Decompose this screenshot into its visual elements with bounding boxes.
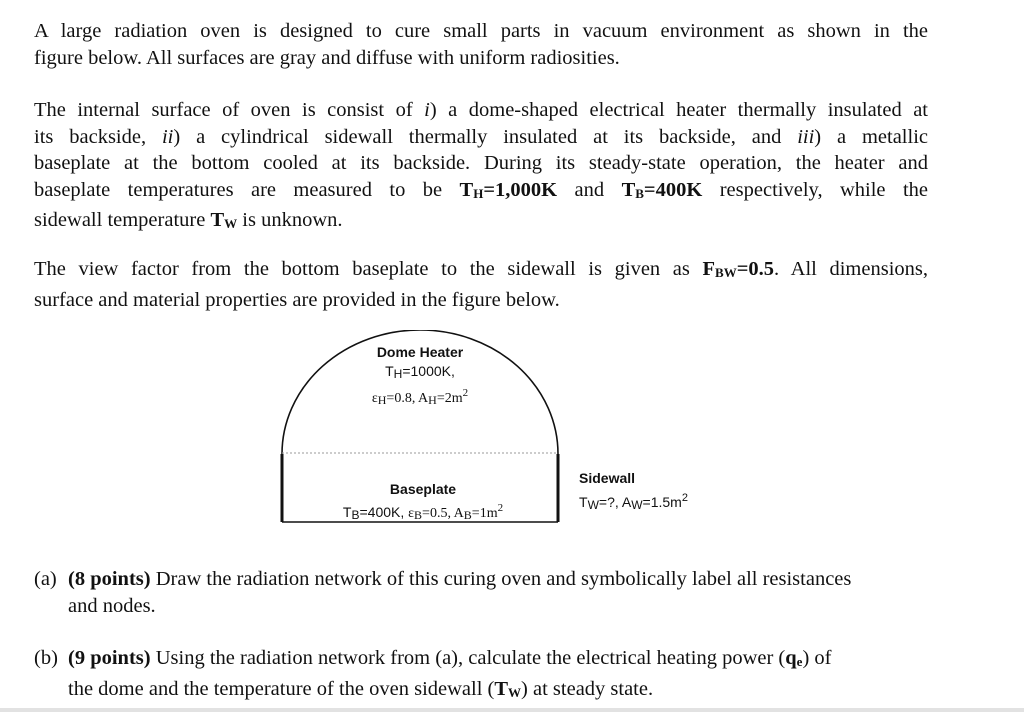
dome-heater-properties: $\varepsilon_H=0.8$, $A_H=2m^2$ (371, 387, 469, 407)
view-factor-line-2: surface and material properties are provided in the figure below. (34, 288, 560, 311)
question-b-number: (b) (34, 647, 58, 669)
sidewall-label (579, 468, 688, 515)
question-a-points: (8 points) (68, 568, 151, 590)
dome-heater-title: Dome Heater (376, 344, 464, 360)
view-factor-value: $F_{BW}=0.5$ (702, 258, 775, 280)
description-line-2: its backside, ii) a cylindrical sidewall thermally insulated at its backside, and iii) a metallic (34, 125, 928, 148)
question-b-text: (9 points) Using the radiation network from (a), calculate the electrical heating power $(q_e)$ of the dome and the temperature of the oven sidewall $(T_W)$ at steady state. (68, 647, 832, 700)
sidewall-temperature-symbol-b: $T_W$ (494, 677, 522, 700)
oven-figure (270, 330, 730, 530)
description-line-1: The internal surface of oven is consist of i) a dome-shaped electrical heater thermally insulated at (34, 99, 929, 121)
view-factor-line-1: The view factor from the bottom baseplate to the sidewall is given as $F_{BW}=0.5$. All dimensions, (34, 258, 928, 280)
baseplate-label (310, 480, 536, 525)
description-paragraph (34, 97, 928, 238)
question-a-text: (8 points) Draw the radiation network of this curing oven and symbolically label all resistances and nodes. (68, 568, 852, 617)
description-line-4: baseplate temperatures are measured to be $T_H=1,000K$ and $T_B=400K$ respectively, while the (34, 178, 928, 201)
dome-heater-label (320, 343, 520, 410)
question-b-points: (9 points) (68, 647, 151, 669)
question-a-number: (a) (34, 568, 57, 590)
intro-paragraph (34, 18, 928, 71)
sidewall-properties: $T_W=$?, $A_W=1.5m^2$ (579, 492, 688, 512)
intro-line-1: A large radiation oven is designed to cure small parts in vacuum environment as shown in the (34, 20, 928, 42)
question-a (34, 566, 928, 619)
baseplate-temperature: $T_B=400K$ (621, 178, 703, 201)
baseplate-properties: $T_B=400K$, $\varepsilon_B=0.5$, $A_B=1m^2$ (342, 502, 504, 522)
dome-heater-temperature: $T_H=1000K$, (385, 363, 455, 381)
question-b (34, 645, 928, 706)
intro-line-2: figure below. All surfaces are gray and diffuse with uniform radiosities. (34, 46, 620, 69)
baseplate-title: Baseplate (389, 481, 457, 497)
view-factor-paragraph (34, 256, 928, 313)
bottom-divider (0, 708, 1024, 712)
description-line-5: sidewall temperature $T_W$ is unknown. (34, 209, 343, 231)
sidewall-temperature-symbol: $T_W$ (210, 209, 238, 231)
sidewall-title: Sidewall (579, 470, 636, 486)
heater-temperature: $T_H=1,000K$ (459, 178, 558, 201)
description-line-3: baseplate at the bottom cooled at its backside. During its steady-state operation, the heater and (34, 152, 928, 174)
heating-power-symbol: $q_e$ (785, 647, 803, 669)
